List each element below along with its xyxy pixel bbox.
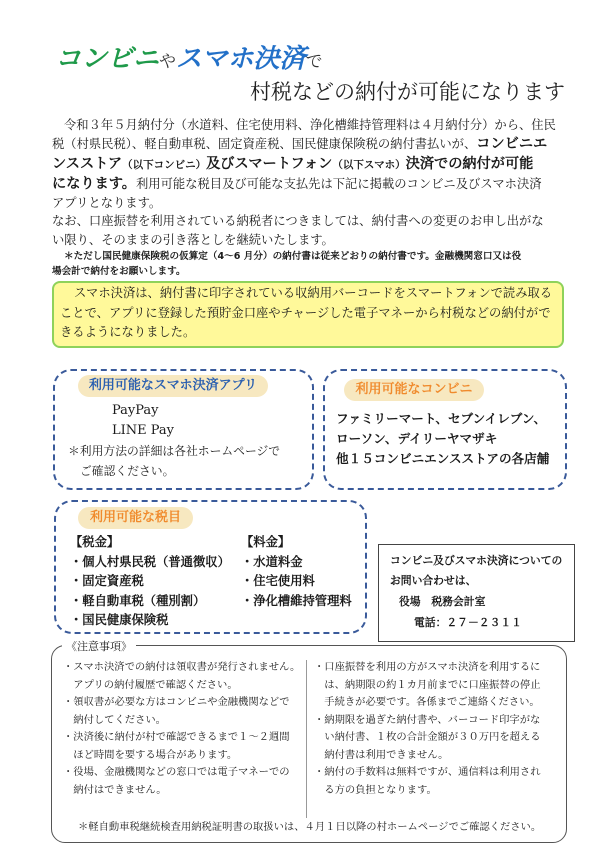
notice-item: 納付はできません。 <box>63 783 167 796</box>
notice-item: ・納付の手数料は無料ですが、通信料は利用され <box>314 766 541 778</box>
explain-line: きるようになりました。 <box>60 325 196 339</box>
intro-abbrev: （以下スマホ） <box>332 159 406 171</box>
notice-left-column <box>63 659 300 799</box>
stores-heading: 利用可能なコンビニ <box>344 379 484 401</box>
contact-box <box>378 544 575 642</box>
store-line: ローソン、デイリーヤマザキ <box>336 431 498 446</box>
contact-line: お問い合わせは、 <box>390 574 477 587</box>
contact-phone: 電話：２７－２３１１ <box>414 616 522 629</box>
notice-item: い納付書、１枚の合計金額が３０万円を超える <box>314 731 541 743</box>
intro-line: なお、口座振替を利用されている納税者につきましては、納付書への変更のお申し出がな <box>52 214 544 228</box>
page-subtitle: 村税などの納付が可能になります <box>250 80 565 104</box>
tax-item: ・個人村県民税（普通徴収） <box>70 554 230 569</box>
notice-heading: 《注意事項》 <box>62 638 136 654</box>
apps-note-line: ＊利用方法の詳細は各社ホームページで <box>68 444 281 458</box>
notice-item: 手続きが必要です。各係までご連絡ください。 <box>314 696 540 708</box>
apps-list <box>112 401 174 441</box>
notice-item: ・納期限を過ぎた納付書や、バーコード印字がな <box>314 713 541 726</box>
smartphone-payment-explanation <box>52 281 564 348</box>
intro-emphasis: 及びスマートフォン <box>206 156 333 172</box>
intro-note: 場会計で納付をお願いします。 <box>52 266 186 277</box>
title-konbini: コンビニ <box>55 44 160 74</box>
notice-item: 納付してください。 <box>63 713 166 726</box>
store-line: ファミリーマート、セブンイレブン、 <box>336 411 547 426</box>
taxes-heading: 利用可能な税目 <box>78 507 193 529</box>
explain-line: スマホ決済は、納付書に印字されている収納用バーコードをスマートフォンで読み取る <box>74 286 553 300</box>
tax-item: ・国民健康保険税 <box>70 613 169 627</box>
intro-line <box>52 155 533 175</box>
intro-line <box>52 135 547 154</box>
apps-heading: 利用可能なスマホ決済アプリ <box>78 375 268 397</box>
stores-list <box>336 409 549 469</box>
page-title <box>55 38 323 75</box>
notice-footer: ＊軽自動車税継続検査用納税証明書の取扱いは、４月１日以降の村ホームページでご確認ください。 <box>78 821 542 833</box>
app-line-pay: LINE Pay <box>112 423 175 438</box>
tax-label: 【税金】 <box>70 535 120 549</box>
app-paypay: PayPay <box>112 403 159 418</box>
title-de: で <box>305 52 323 72</box>
fee-item: ・水道料金 <box>241 554 303 569</box>
notice-item: ・役場、金融機関などの窓口では電子マネーでの <box>63 766 290 778</box>
contact-office: 役場 税務会計室 <box>399 595 486 608</box>
tax-list <box>70 533 230 631</box>
notice-divider <box>306 660 307 818</box>
tax-item: ・軽自動車税（種別割） <box>70 593 206 608</box>
intro-text: 税（村県民税）、軽自動車税、固定資産税、国民健康保険税の納付書払いが、 <box>52 137 477 151</box>
notice-item: ・決済後に納付が村で確認できるまで１～２週間 <box>63 731 290 743</box>
intro-line: アプリとなります。 <box>52 196 162 210</box>
intro-emphasis: ンスストア <box>52 156 123 172</box>
title-ya: や <box>159 52 177 72</box>
fee-label: 【料金】 <box>241 535 291 549</box>
intro-text: 利用可能な税目及び可能な支払先は下記に掲載のコンビニ及びスマホ決済 <box>136 177 542 191</box>
notice-item: アプリの納付履歴で確認ください。 <box>63 678 238 691</box>
apps-note-line: ご確認ください。 <box>80 464 175 478</box>
fee-item: ・住宅使用料 <box>241 574 315 588</box>
store-line: 他１５コンビニエンスストアの各店舗 <box>336 451 550 466</box>
apps-note <box>68 441 280 481</box>
title-smartphone-payment: スマホ決済 <box>176 44 306 74</box>
notice-item: ・スマホ決済での納付は領収書が発行されません。 <box>63 661 301 673</box>
tax-item: ・固定資産税 <box>70 574 144 588</box>
intro-emphasis: コンビニエ <box>476 136 548 152</box>
intro-abbrev: （以下コンビニ） <box>122 159 207 171</box>
intro-line: い限り、そのままの引き落としを継続いたします。 <box>52 233 334 247</box>
notice-item: ・口座振替を利用の方がスマホ決済を利用するに <box>314 661 541 673</box>
notice-item: ほど時間を要する場合があります。 <box>63 748 238 761</box>
notice-item: は、納期限の約１カ月前までに口座振替の停止 <box>314 678 541 691</box>
intro-note: ＊ただし国民健康保険税の仮算定（4～6 月分）の納付書は従来どおりの納付書です。金融機関窓口又は役 <box>64 251 522 262</box>
intro-line: 令和３年５月納付分（水道料、住宅使用料、浄化槽維持管理料は４月納付分）から、住民 <box>64 118 556 132</box>
notice-item: ・領収書が必要な方はコンビニや金融機関などで <box>63 696 290 708</box>
intro-emphasis: になります。 <box>52 176 136 192</box>
notice-item: 納付書は利用できません。 <box>314 748 449 761</box>
fee-item: ・浄化槽維持管理料 <box>241 593 352 608</box>
intro-emphasis: 決済での納付が可能 <box>405 156 534 172</box>
notice-right-column <box>314 659 541 799</box>
contact-line: コンビニ及びスマホ決済についての <box>390 554 563 567</box>
intro-line <box>52 175 542 194</box>
fee-list <box>241 533 352 611</box>
notice-item: る方の負担となります。 <box>314 783 437 796</box>
explain-line: ことで、アプリに登録した預貯金口座やチャージした電子マネーから村税などの納付がで <box>60 306 551 320</box>
